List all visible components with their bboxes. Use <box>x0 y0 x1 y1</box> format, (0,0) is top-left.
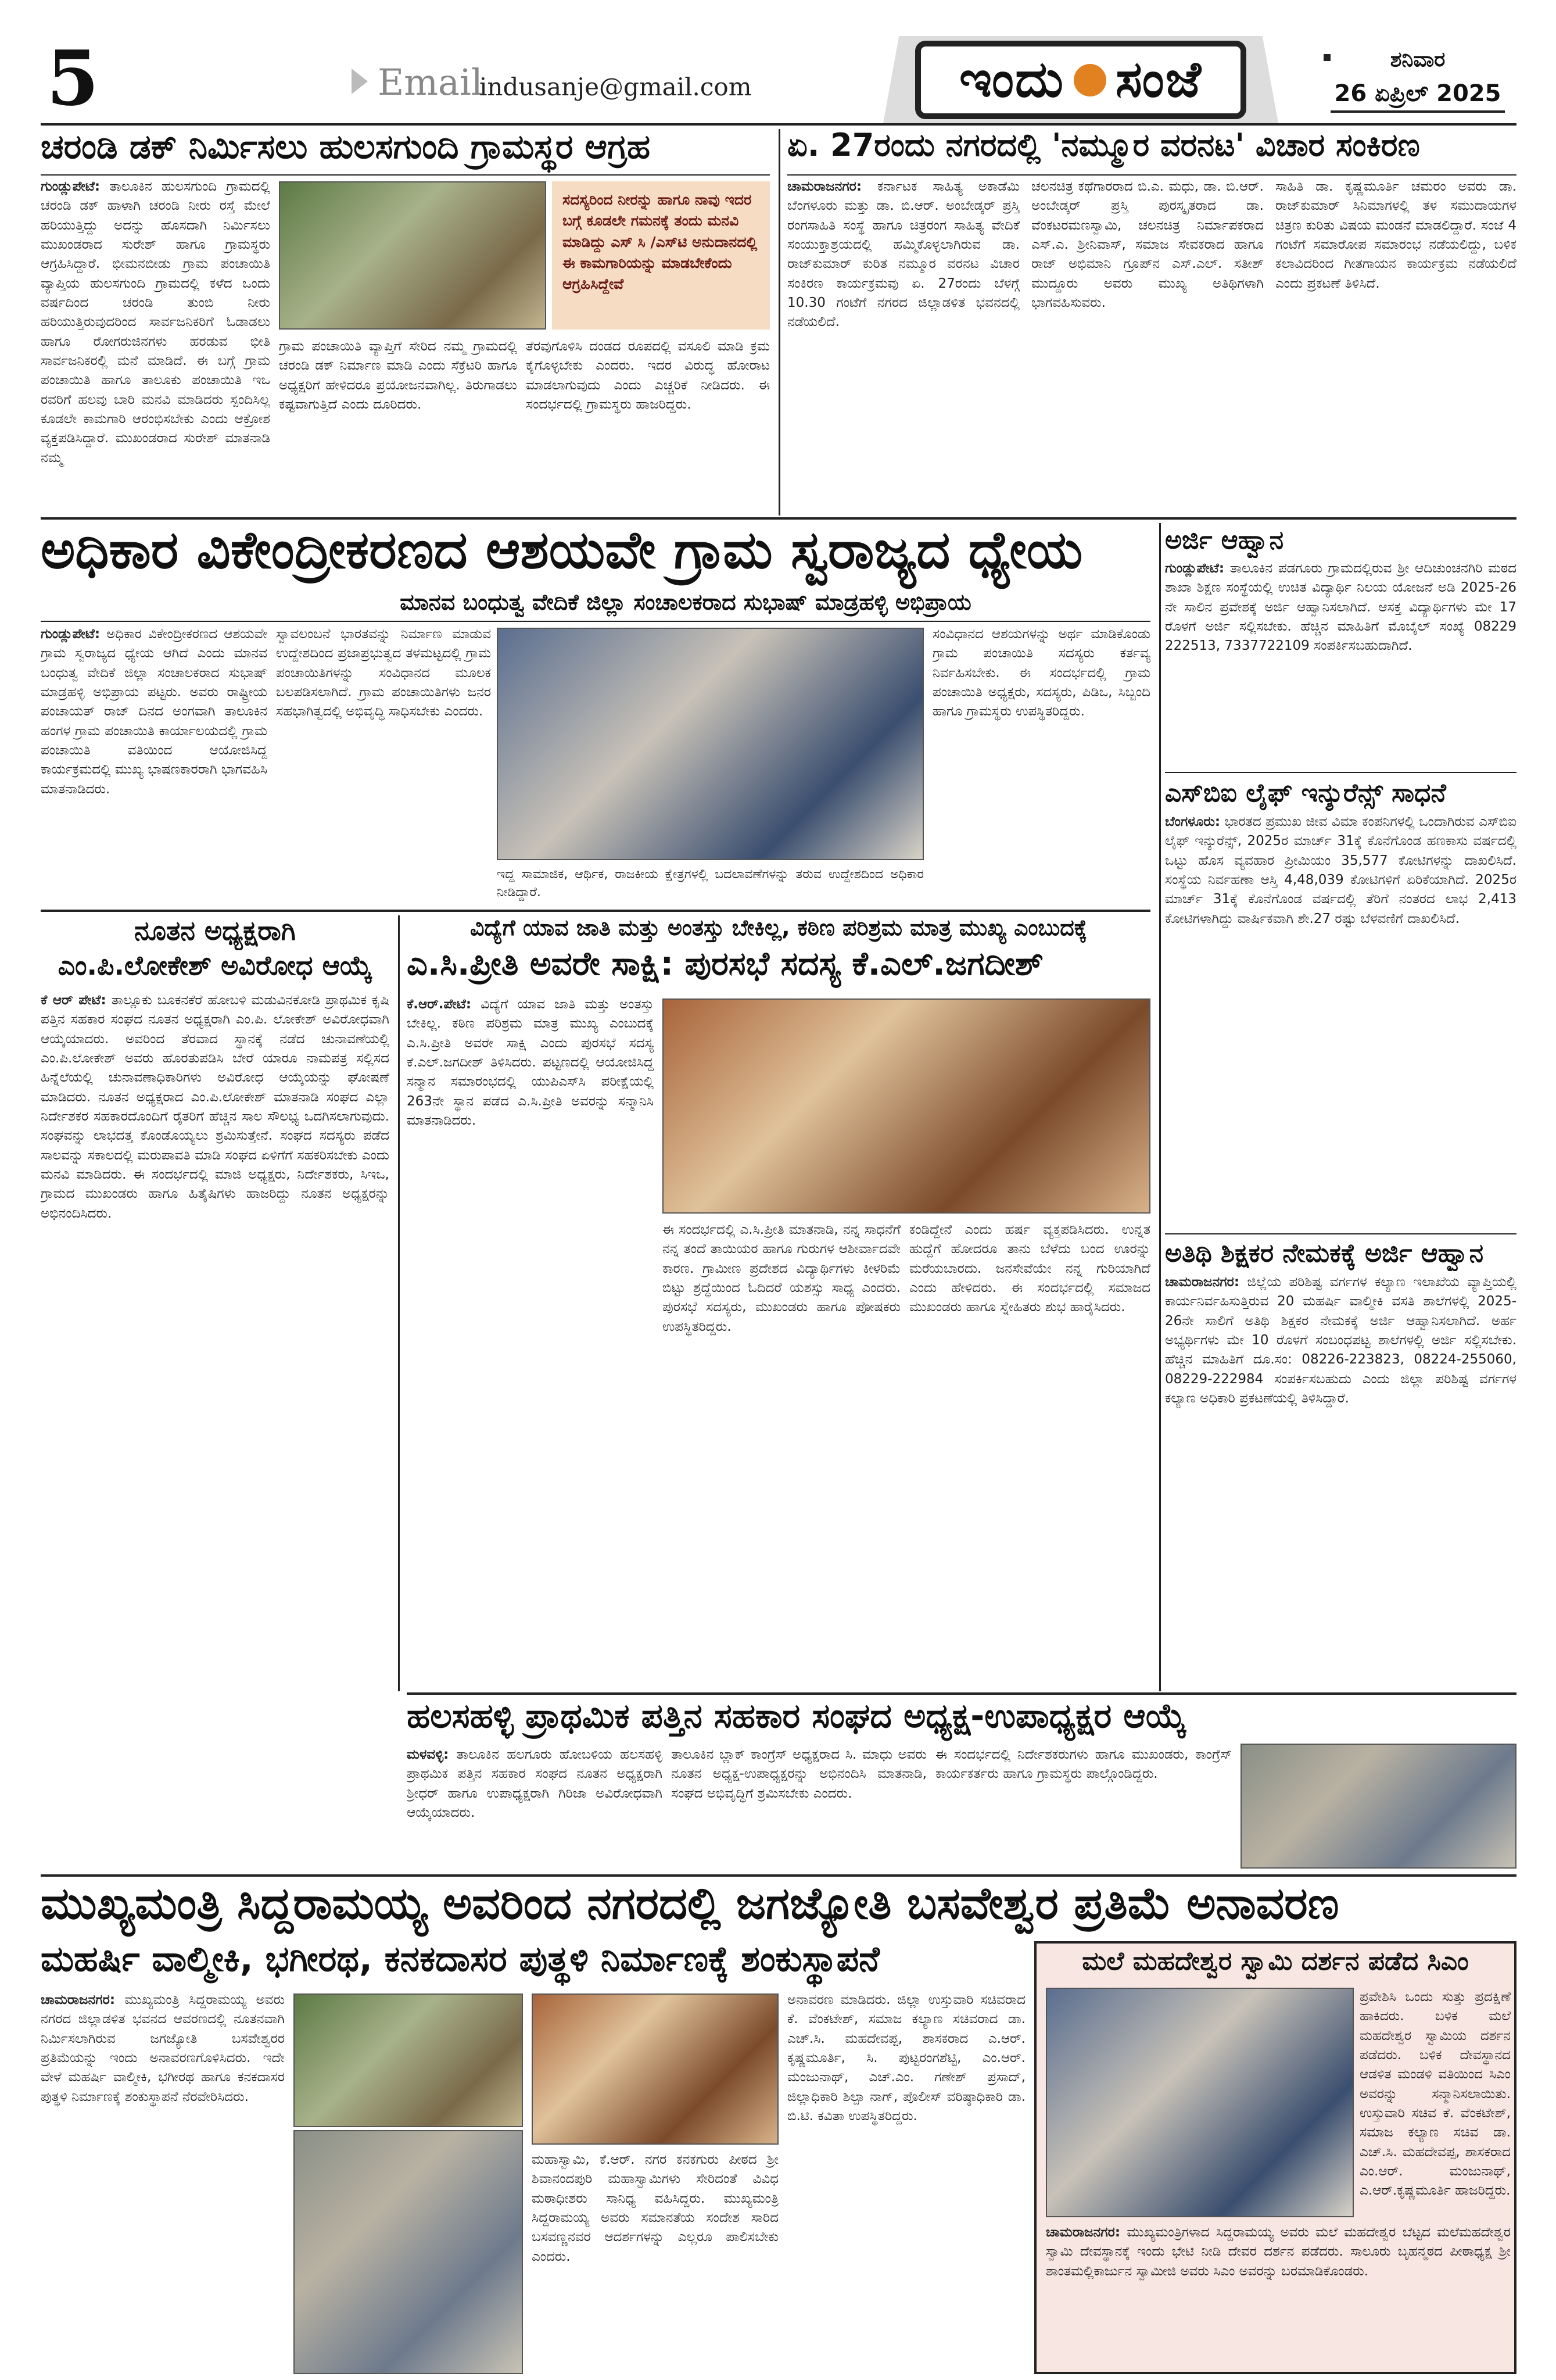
masthead-left: ಇಂದು <box>959 50 1064 109</box>
article-text: ತಾಲೂಕಿನ ಪಡಗೂರು ಗ್ರಾಮದಲ್ಲಿರುವ ಶ್ರೀ ಆದಿಚುಂಚನಗಿರಿ ಮಠದ ಶಾಖಾ ಶಿಕ್ಷಣ ಸಂಸ್ಥೆಯಲ್ಲಿ ಉಚಿತ ವಿದ್ಯಾರ್ಥಿ ನಿಲಯ ಯೋಜನೆ ಅಡಿ 2025-26 ನೇ ಸಾಲಿನ ಪ್ರವೇಶಕ್ಕೆ ಅರ್ಜಿ ಆಹ್ವಾನಿಸಲಾಗಿದೆ. ಆಸಕ್ತ ವಿದ್ಯಾರ್ಥಿಗಳು ಮೇ 17 ರೊಳಗೆ ಅರ್ಜಿ ಸಲ್ಲಿಸಬೇಕು. ಹೆಚ್ಚಿನ ಮಾಹಿತಿಗೆ ಮೊಬೈಲ್ ಸಂಖ್ಯೆ 08229 222513, 7337722109 ಸಂಪರ್ಕಿಸಬಹುದಾಗಿದೆ. <box>1165 561 1516 654</box>
headline-lokesh-2: ಎಂ.ಪಿ.ಲೋಕೇಶ್ ಅವಿರೋಧ ಆಯ್ಕೆ <box>58 950 372 981</box>
article-text: ತಾಲೂಕಿನ ಹಲಗೂರು ಹೋಬಳಿಯ ಹಲಸಹಳ್ಳಿ ಪ್ರಾಥಮಿಕ ಪತ್ತಿನ ಸಹಕಾರ ಸಂಘದ ನೂತನ ಅಧ್ಯಕ್ಷರಾಗಿ ಶ್ರೀಧರ್ ಹಾಗೂ ಉಪಾಧ್ಯಕ್ಷರಾಗಿ ಗಿರಿಜಾ ಅವಿರೋಧವಾಗಿ ಆಯ್ಕೆಯಾದರು. <box>407 1747 662 1821</box>
dateline: ಗುಂಡ್ಲುಪೇಟೆ: <box>1165 561 1225 576</box>
header-rule <box>41 123 1516 126</box>
article-text: ಕರ್ನಾಟಕ ಸಾಹಿತ್ಯ ಅಕಾಡೆಮಿ ಬೆಂಗಳೂರು ಮತ್ತು ಡಾ. ಬಿ.ಆರ್. ಅಂಬೇಡ್ಕರ್ ಪ್ರಸ್ತಿ ರಂಗಸಾಹಿತಿ ಸಂಸ್ಥೆ ಹಾಗೂ ಚಿತ್ರರಂಗ ಸಾಹಿತ್ಯ ವೇದಿಕೆ ಸಂಯುಕ್ತಾಶ್ರಯದಲ್ಲಿ ಹಮ್ಮಿಕೊಳ್ಳಲಾಗಿರುವ ಡಾ. ರಾಜ್‌ಕುಮಾರ್ ಕುರಿತ ನಮ್ಮೂರ ವರನಟ ವಿಚಾರ ಸಂಕಿರಣ ಕಾರ್ಯಕ್ರಮವು ಏ. 27ರಂದು ಬೆಳಗ್ಗೆ 10.30 ಗಂಟೆಗೆ ನಗರದ ಜಿಲ್ಲಾಡಳಿತ ಭವನದಲ್ಲಿ ನಡೆಯಲಿದೆ. <box>787 179 1020 330</box>
photo-caption-adhikara: ಇದ್ದ ಸಾಮಾಜಿಕ, ಆರ್ಥಿಕ, ರಾಜಕೀಯ ಕ್ಷೇತ್ರಗಳಲ್ಲಿ ಬದಲಾವಣೆಗಳನ್ನು ತರುವ ಉದ್ದೇಶದಿಂದ ಅಧಿಕಾರ ನೀಡಿದ್ದಾರೆ. <box>497 867 924 900</box>
page-number: 5 <box>46 34 99 123</box>
photo-foundation-ceremony <box>532 1994 779 2145</box>
article-mmhills-right: ಪ್ರವೇಶಿಸಿ ಒಂದು ಸುತ್ತು ಪ್ರದಕ್ಷಿಣೆ ಹಾಕಿದರು. ಬಳಿಕ ಮಲೆ ಮಹದೇಶ್ವರ ಸ್ವಾಮಿಯ ದರ್ಶನ ಪಡೆದರು. ಬಳಿಕ ದೇವಸ್ಥಾನದ ಆಡಳಿತ ಮಂಡಳಿ ವತಿಯಿಂದ ಸಿಎಂ ಅವರನ್ನು ಸನ್ಮಾನಿಸಲಾಯಿತು. ಉಸ್ತುವಾರಿ ಸಚಿವ ಕೆ. ವೆಂಕಟೇಶ್, ಸಮಾಜ ಕಲ್ಯಾಣ ಸಚಿವ ಡಾ. ಎಚ್.ಸಿ. ಮಹದೇವಪ್ಪ, ಶಾಸಕರಾದ ಎಂ.ಆರ್. ಮಂಜುನಾಥ್, ಎ.ಆರ್.ಕೃಷ್ಣಮೂರ್ತಿ ಹಾಜರಿದ್ದರು. <box>1360 1989 1511 2199</box>
headline-sbi: ಎಸ್‌ಬಿಐ ಲೈಫ್ ಇನ್ಶುರೆನ್ಸ್ ಸಾಧನೆ <box>1165 779 1446 808</box>
date-marker-icon <box>1324 54 1331 61</box>
headline-atithi: ಅತಿಥಿ ಶಿಕ್ಷಕರ ನೇಮಕಕ್ಕೆ ಅರ್ಜಿ ಆಹ್ವಾನ <box>1165 1239 1484 1268</box>
article-text: ತಾಲೂಕಿನ ಹುಲಸಗುಂದಿ ಗ್ರಾಮದಲ್ಲಿ ಚರಂಡಿ ಡಕ್ ಹಾಳಾಗಿ ಚರಂಡಿ ನೀರು ರಸ್ತೆ ಮೇಲೆ ಹರಿಯುತ್ತಿದ್ದು ಅದನ್ನು ಹೊಸದಾಗಿ ನಿರ್ಮಿಸಲು ಮುಖಂಡರಾದ ಸುರೇಶ್ ಹಾಗೂ ಗ್ರಾಮಸ್ಥರು ಆಗ್ರಹಿಸಿದ್ದಾರೆ. ಭೀಮನಬೀಡು ಗ್ರಾಮ ಪಂಚಾಯಿತಿ ವ್ಯಾಪ್ತಿಯ ಹುಲಸಗುಂದಿ ಗ್ರಾಮದಲ್ಲಿ ಕಳೆದ ಒಂದು ವರ್ಷದಿಂದ ಚರಂಡಿ ತುಂಬಿ ನೀರು ಹರಿಯುತ್ತಿರುವುದರಿಂದ ಸಾರ್ವಜನಿಕರಿಗೆ ಓಡಾಡಲು ಹಾಗೂ ರೋಗರುಜಿನಗಳು ಹರಡುವ ಭೀತಿ ಸಾರ್ವಜನಿಕರಲ್ಲಿ ಮನೆ ಮಾಡಿದೆ. ಈ ಬಗ್ಗೆ ಗ್ರಾಮ ಪಂಚಾಯಿತಿ ಹಾಗೂ ತಾಲೂಕು ಪಂಚಾಯಿತಿ ಇಒ ರವರಿಗೆ ಹಲವು ಬಾರಿ ಮನವಿ ಮಾಡಿದರು ಸ್ಪಂದಿಸಿಲ್ಲ ಕೂಡಲೇ ಕಾಮಗಾರಿ ಆರಂಭಿಸಬೇಕು ಎಂದು ಆಕ್ರೋಶ ವ್ಯಕ್ತಪಡಿಸಿದ್ದಾರೆ. ಮುಖಂಡರಾದ ಸುರೇಶ್ ಮಾತನಾಡಿ ನಮ್ಮ <box>41 179 270 466</box>
article-sbi <box>1165 813 1516 1228</box>
dateline: ಕೆ.ಆರ್.ಪೇಟೆ: <box>407 997 472 1012</box>
issue-date: 26 ಏಪ್ರಿಲ್ 2025 <box>1334 80 1501 107</box>
article-halasahalli-col3: ಈ ಸಂದರ್ಭದಲ್ಲಿ ನಿರ್ದೇಶಕರುಗಳು ಹಾಗೂ ಮುಖಂಡರು, ಕಾಂಗ್ರೆಸ್ ಕಾರ್ಯಕರ್ತರು ಹಾಗೂ ಗ್ರಾಮಸ್ಥರು ಪಾಲ್ಗೊಂಡಿದ್ದರು. <box>935 1747 1232 1782</box>
masthead-right: ಸಂಜೆ <box>1115 50 1202 109</box>
article-basaveshwara-col2: ಮಹಾಸ್ವಾಮಿ, ಕೆ.ಆರ್. ನಗರ ಕನಕಗುರು ಪೀಠದ ಶ್ರೀ ಶಿವಾನಂದಪುರಿ ಮಹಾಸ್ವಾಮಿಗಳು ಸೇರಿದಂತೆ ವಿವಿಧ ಮಠಾಧೀಶರು ಸಾನಿಧ್ಯ ವಹಿಸಿದ್ದರು. ಮುಖ್ಯಮಂತ್ರಿ ಸಿದ್ದರಾಮಯ್ಯ ಅವರು ಸಮಾನತೆಯ ಸಂದೇಶ ಸಾರಿದ ಬಸವಣ್ಣನವರ ಆದರ್ಶಗಳನ್ನು ಎಲ್ಲರೂ ಪಾಲಿಸಬೇಕು ಎಂದರು. <box>532 2152 779 2264</box>
photo-cooperative-society <box>1241 1744 1516 1869</box>
dateline: ಮಳವಳ್ಳಿ: <box>407 1747 449 1762</box>
pull-quote-charandi: ಸದಸ್ಯರಿಂದ ನೀರನ್ನು ಹಾಗೂ ನಾವು ಇದರ ಬಗ್ಗೆ ಕೂಡಲೇ ಗಮನಕ್ಕೆ ತಂದು ಮನವಿ ಮಾಡಿದ್ದು ಎಸ್ ಸಿ /ಎಸ್‌ಟಿ ಅನುದಾನದಲ್ಲಿ ಈ ಕಾಮಗಾರಿಯನ್ನು ಮಾಡಬೇಕೆಂದು ಆಗ್ರಹಿಸಿದ್ದೇವೆ <box>552 181 770 330</box>
dateline: ಗುಂಡ್ಲುಪೇಟೆ: <box>41 179 101 194</box>
article-varanata-col2: ಚಲನಚಿತ್ರ ಕಥೆಗಾರರಾದ ಬಿ.ಎ. ಮಧು, ಡಾ. ಬಿ.ಆರ್. ಅಂಬೇಡ್ಕರ್ ಪ್ರಸ್ತಿ ಪುರಸ್ಕೃತರಾದ ಡಾ. ವೆಂಕಟರಮಣಸ್ವಾಮಿ, ಚಲನಚಿತ್ರ ನಿರ್ಮಾಪಕರಾದ ಎಸ್.ಎ. ಶ್ರೀನಿವಾಸ್, ಸಮಾಜ ಸೇವಕರಾದ ಹಾಗೂ ರಾಜ್ ಅಭಿಮಾನಿ ಗ್ರೂಪ್‌ನ ಎಸ್.ಎಲ್. ಸತೀಶ್ ಮುದ್ದೂರು ಅವರು ಮುಖ್ಯ ಅತಿಥಿಗಳಾಗಿ ಭಾಗವಹಿಸುವರು. <box>1031 179 1264 311</box>
article-text: ಜಿಲ್ಲೆಯ ಪರಿಶಿಷ್ಟ ವರ್ಗಗಳ ಕಲ್ಯಾಣ ಇಲಾಖೆಯ ವ್ಯಾಪ್ತಿಯಲ್ಲಿ ಕಾರ್ಯನಿರ್ವಹಿಸುತ್ತಿರುವ 20 ಮಹರ್ಷಿ ವಾಲ್ಮೀಕಿ ವಸತಿ ಶಾಲೆಗಳಲ್ಲಿ 2025-26ನೇ ಸಾಲಿಗೆ ಅತಿಥಿ ಶಿಕ್ಷಕರ ನೇಮಕಕ್ಕೆ ಅರ್ಜಿ ಆಹ್ವಾನಿಸಲಾಗಿದೆ. ಅರ್ಹ ಅಭ್ಯರ್ಥಿಗಳು ಮೇ 10 ರೊಳಗೆ ಸಂಬಂಧಪಟ್ಟ ಶಾಲೆಗಳಲ್ಲಿ ಅರ್ಜಿ ಸಲ್ಲಿಸಬೇಕು. ಹೆಚ್ಚಿನ ಮಾಹಿತಿಗೆ ದೂ.ಸಂ: 08226-223823, 08224-255060, 08229-222984 ಸಂಪರ್ಕಿಸಬಹುದು ಎಂದು ಜಿಲ್ಲಾ ಪರಿಶಿಷ್ಟ ವರ್ಗಗಳ ಕಲ್ಯಾಣ ಅಧಿಕಾರಿ ಪ್ರಕಟಣೆಯಲ್ಲಿ ತಿಳಿಸಿದ್ದಾರೆ. <box>1165 1275 1516 1406</box>
article-adhikara-col2: ಸ್ವಾವಲಂಬನೆ ಭಾರತವನ್ನು ನಿರ್ಮಾಣ ಮಾಡುವ ಉದ್ದೇಶದಿಂದ ಪ್ರಜಾಪ್ರಭುತ್ವದ ತಳಮಟ್ಟದಲ್ಲಿ ಗ್ರಾಮ ಪಂಚಾಯಿತಿಗಳನ್ನು ಸಂವಿಧಾನದ ಮೂಲಕ ಬಲಪಡಿಸಲಾಗಿದೆ. ಗ್ರಾಮ ಪಂಚಾಯಿತಿಗಳು ಜನರ ಸಹಭಾಗಿತ್ವದಲ್ಲಿ ಅಭಿವೃದ್ಧಿ ಸಾಧಿಸಬೇಕು ಎಂದರು. <box>276 627 491 720</box>
headline-adhikara: ಅಧಿಕಾರ ವಿಕೇಂದ್ರೀಕರಣದ ಆಶಯವೇ ಗ್ರಾಮ ಸ್ವರಾಜ್ಯದ ಧ್ಯೇಯ <box>41 523 1083 581</box>
dateline: ಬೆಂಗಳೂರು: <box>1165 814 1221 829</box>
article-preethi-col3: ಕಂಡಿದ್ದೇನೆ ಎಂದು ಹರ್ಷ ವ್ಯಕ್ತಪಡಿಸಿದರು. ಉನ್ನತ ಹುದ್ದೆಗೆ ಹೋದರೂ ತಾನು ಬೆಳೆದು ಬಂದ ಊರನ್ನು ಮರೆಯಬಾರದು. ಜನಸೇವೆಯೇ ನನ್ನ ಗುರಿಯಾಗಿದೆ ಎಂದು ಹೇಳಿದರು. ಈ ಸಂದರ್ಭದಲ್ಲಿ ಸಮಾಜದ ಮುಖಂಡರು ಹಾಗೂ ಸ್ನೇಹಿತರು ಶುಭ ಹಾರೈಸಿದರು. <box>909 1222 1150 1315</box>
photo-drain-villagers <box>279 181 546 330</box>
dateline: ಚಾಮರಾಜನಗರ: <box>41 1992 116 2007</box>
article-charandi-col2: ಗ್ರಾಮ ಪಂಚಾಯಿತಿ ವ್ಯಾಪ್ತಿಗೆ ಸೇರಿದ ನಮ್ಮ ಗ್ರಾಮದಲ್ಲಿ ಚರಂಡಿ ಡಕ್ ನಿರ್ಮಾಣ ಮಾಡಿ ಎಂದು ಸೆಕ್ರೆಟರಿ ಹಾಗೂ ಅಧ್ಯಕ್ಷರಿಗೆ ಹೇಳಿದರೂ ಪ್ರಯೋಜನವಾಗಿಲ್ಲ. ತಿರುಗಾಡಲು ಕಷ್ಟವಾಗುತ್ತಿದೆ ಎಂದು ದೂರಿದರು. <box>279 339 517 413</box>
article-adhikara-col3: ಸಂವಿಧಾನದ ಆಶಯಗಳನ್ನು ಅರ್ಥ ಮಾಡಿಕೊಂಡು ಗ್ರಾಮ ಪಂಚಾಯಿತಿ ಸದಸ್ಯರು ಕರ್ತವ್ಯ ನಿರ್ವಹಿಸಬೇಕು. ಈ ಸಂದರ್ಭದಲ್ಲಿ ಗ್ರಾಮ ಪಂಚಾಯಿತಿ ಅಧ್ಯಕ್ಷರು, ಸದಸ್ಯರು, ಪಿಡಿಒ, ಸಿಬ್ಬಂದಿ ಹಾಗೂ ಗ್ರಾಮಸ್ಥರು ಉಪಸ್ಥಿತರಿದ್ದರು. <box>933 627 1150 720</box>
article-text: ಮುಖ್ಯಮಂತ್ರಿಗಳಾದ ಸಿದ್ದರಾಮಯ್ಯ ಅವರು ಮಲೆ ಮಹದೇಶ್ವರ ಬೆಟ್ಟದ ಮಲೆಮಹದೇಶ್ವರ ಸ್ವಾಮಿ ದೇವಸ್ಥಾನಕ್ಕೆ ಇಂದು ಭೇಟಿ ನೀಡಿ ದೇವರ ದರ್ಶನ ಪಡೆದರು. ಸಾಲೂರು ಬೃಹನ್ಮಠದ ಪೀಠಾಧ್ಯಕ್ಷ ಶ್ರೀ ಶಾಂತಮಲ್ಲಿಕಾರ್ಜುನ ಸ್ವಾಮೀಜಿ ಅವರು ಸಿಎಂ ಅವರನ್ನು ಬರಮಾಡಿಕೊಂಡರು. <box>1046 2225 1511 2279</box>
headline-varanata: ಏ. 27ರಂದು ನಗರದಲ್ಲಿ 'ನಮ್ಮೂರ ವರನಟ' ವಿಚಾರ ಸಂಕಿರಣ <box>787 129 1420 163</box>
article-preethi-col1 <box>407 995 654 1690</box>
headline-lokesh-1: ನೂತನ ಅಧ್ಯಕ್ಷರಾಗಿ <box>134 915 296 946</box>
photo-felicitation-preethi <box>662 998 1150 1214</box>
article-charandi-col3: ತೆರವುಗೊಳಿಸಿ ದಂಡದ ರೂಪದಲ್ಲಿ ವಸೂಲಿ ಮಾಡಿ ಕ್ರಮ ಕೈಗೊಳ್ಳಬೇಕು ಎಂದರು. ಇದರ ವಿರುದ್ಧ ಹೋರಾಟ ಮಾಡಲಾಗುವುದು ಎಂದು ಎಚ್ಚರಿಕೆ ನೀಡಿದರು. ಈ ಸಂದರ್ಭದಲ್ಲಿ ಗ್ರಾಮಸ್ಥರು ಹಾಜರಿದ್ದರು. <box>526 339 770 413</box>
article-text: ಮುಖ್ಯಮಂತ್ರಿ ಸಿದ್ದರಾಮಯ್ಯ ಅವರು ನಗರದ ಜಿಲ್ಲಾಡಳಿತ ಭವನದ ಆವರಣದಲ್ಲಿ ನೂತನವಾಗಿ ನಿರ್ಮಿಸಲಾಗಿರುವ ಜಗಜ್ಯೋತಿ ಬಸವೇಶ್ವರರ ಪ್ರತಿಮೆಯನ್ನು ಇಂದು ಅನಾವರಣಗೊಳಿಸಿದರು. ಇದೇ ವೇಳೆ ಮಹರ್ಷಿ ವಾಲ್ಮೀಕಿ, ಭಗೀರಥ ಹಾಗೂ ಕನಕದಾಸರ ಪುತ್ಥಳಿ ನಿರ್ಮಾಣಕ್ಕೆ ಶಂಕುಸ್ಥಾಪನೆ ನೆರವೇರಿಸಿದರು. <box>41 1992 285 2105</box>
headline-charandi: ಚರಂಡಿ ಡಕ್ ನಿರ್ಮಿಸಲು ಹುಲಸಗುಂದಿ ಗ್ರಾಮಸ್ಥರ ಆಗ್ರಹ <box>41 129 651 166</box>
issue-day: ಶನಿವಾರ <box>1390 48 1446 71</box>
article-varanata-col3: ಸಾಹಿತಿ ಡಾ. ಕೃಷ್ಣಮೂರ್ತಿ ಚಮರಂ ಅವರು ಡಾ. ರಾಜ್‌ಕುಮಾರ್ ಸಿನಿಮಾಗಳಲ್ಲಿ ತಳ ಸಮುದಾಯಗಳ ಚಿತ್ರಣ ಕುರಿತು ವಿಷಯ ಮಂಡನೆ ಮಾಡಲಿದ್ದಾರೆ. ಸಂಜೆ 4 ಗಂಟೆಗೆ ಸಮಾರೋಪ ಸಮಾರಂಭ ನಡೆಯಲಿದ್ದು, ಬಳಿಕ ಕಲಾವಿದರಿಂದ ಗೀತಗಾಯನ ಕಾರ್ಯಕ್ರಮ ನಡೆಯಲಿದೆ ಎಂದು ಪ್ರಕಟಣೆ ತಿಳಿಸಿದೆ. <box>1275 179 1516 291</box>
article-arji <box>1165 559 1516 768</box>
article-halasahalli-col1 <box>407 1745 662 1870</box>
dateline: ಗುಂಡ್ಲುಪೇಟೆ: <box>41 627 101 642</box>
sun-logo-icon <box>1074 64 1106 96</box>
email-address[interactable]: indusanje@gmail.com <box>479 73 752 101</box>
article-basaveshwara-col3: ಅನಾವರಣ ಮಾಡಿದರು. ಜಿಲ್ಲಾ ಉಸ್ತುವಾರಿ ಸಚಿವರಾದ ಕೆ. ವೆಂಕಟೇಶ್, ಸಮಾಜ ಕಲ್ಯಾಣ ಸಚಿವರಾದ ಡಾ. ಎಚ್.ಸಿ. ಮಹದೇವಪ್ಪ, ಶಾಸಕರಾದ ಎ.ಆರ್. ಕೃಷ್ಣಮೂರ್ತಿ, ಸಿ. ಪುಟ್ಟರಂಗಶೆಟ್ಟಿ, ಎಂ.ಆರ್. ಮಂಜುನಾಥ್, ಎಚ್.ಎಂ. ಗಣೇಶ್ ಪ್ರಸಾದ್, ಜಿಲ್ಲಾಧಿಕಾರಿ ಶಿಲ್ಪಾ ನಾಗ್, ಪೊಲೀಸ್ ವರಿಷ್ಠಾಧಿಕಾರಿ ಡಾ. ಬಿ.ಟಿ. ಕವಿತಾ ಉಪಸ್ಥಿತರಿದ್ದರು. <box>787 1992 1026 2124</box>
headline-preethi-2: ಎ.ಸಿ.ಪ್ರೀತಿ ಅವರೇ ಸಾಕ್ಷಿ: ಪುರಸಭೆ ಸದಸ್ಯ ಕೆ.ಎಲ್.ಜಗದೀಶ್ <box>407 947 1044 983</box>
email-arrow-icon <box>352 69 368 94</box>
article-basaveshwara-col1 <box>41 1991 285 2374</box>
dateline: ಚಾಮರಾಜನಗರ: <box>1165 1275 1240 1290</box>
article-adhikara-col1 <box>41 625 267 907</box>
dateline: ಚಾಮರಾಜನಗರ: <box>787 179 862 194</box>
photo-cm-temple-visit <box>1046 1988 1354 2217</box>
headline-preethi-1: ವಿದ್ಯೆಗೆ ಯಾವ ಜಾತಿ ಮತ್ತು ಅಂತಸ್ತು ಬೇಕಿಲ್ಲ, ಕಠಿಣ ಪರಿಶ್ರಮ ಮಾತ್ರ ಮುಖ್ಯ ಎಂಬುದಕ್ಕೆ <box>469 915 1087 940</box>
article-lokesh <box>41 991 389 1688</box>
article-varanata-col1 <box>787 177 1020 514</box>
article-halasahalli-col2: ತಾಲೂಕಿನ ಬ್ಲಾಕ್ ಕಾಂಗ್ರೆಸ್ ಅಧ್ಯಕ್ಷರಾದ ಸಿ. ಮಾಧು ಅವರು ನೂತನ ಅಧ್ಯಕ್ಷ-ಉಪಾಧ್ಯಕ್ಷರನ್ನು ಅಭಿನಂದಿಸಿ ಮಾತನಾಡಿ, ಸಂಘದ ಅಭಿವೃದ್ಧಿಗೆ ಶ್ರಮಿಸಬೇಕು ಎಂದರು. <box>671 1747 927 1801</box>
photo-cm-garland <box>293 2130 523 2374</box>
subhead-adhikara: ಮಾನವ ಬಂಧುತ್ವ ವೇದಿಕೆ ಜಿಲ್ಲಾ ಸಂಚಾಲಕರಾದ ಸುಭಾಷ್ ಮಾಡ್ರಹಳ್ಳಿ ಅಭಿಪ್ರಾಯ <box>400 590 971 615</box>
headline-mmhills: ಮಲೆ ಮಹದೇಶ್ವರ ಸ್ವಾಮಿ ದರ್ಶನ ಪಡೆದ ಸಿಎಂ <box>1082 1947 1469 1976</box>
headline-arji: ಅರ್ಜಿ ಆಹ್ವಾನ <box>1165 526 1284 555</box>
subhead-basaveshwara: ಮಹರ್ಷಿ ವಾಲ್ಮೀಕಿ, ಭಗೀರಥ, ಕನಕದಾಸರ ಪುತ್ಥಳಿ ನಿರ್ಮಾಣಕ್ಕೆ ಶಂಕುಸ್ಥಾಪನೆ <box>41 1941 880 1980</box>
photo-basaveshwara-statue <box>293 1994 523 2127</box>
article-text: ಭಾರತದ ಪ್ರಮುಖ ಜೀವ ವಿಮಾ ಕಂಪನಿಗಳಲ್ಲಿ ಒಂದಾಗಿರುವ ಎಸ್‌ಬಿಐ ಲೈಫ್ ಇನ್ಶುರೆನ್ಸ್, 2025ರ ಮಾರ್ಚ್ 31ಕ್ಕೆ ಕೊನೆಗೊಂಡ ಹಣಕಾಸು ವರ್ಷದಲ್ಲಿ ಒಟ್ಟು ಹೊಸ ವ್ಯವಹಾರ ಪ್ರೀಮಿಯಂ 35,577 ಕೋಟಿಗಳನ್ನು ದಾಖಲಿಸಿದೆ. ಸಂಸ್ಥೆಯ ನಿರ್ವಹಣಾ ಆಸ್ತಿ 4,48,039 ಕೋಟಿಗಳಿಗೆ ಏರಿಕೆಯಾಗಿದೆ. 2025ರ ಮಾರ್ಚ್ 31ಕ್ಕೆ ಕೊನೆಗೊಂಡ ವರ್ಷದಲ್ಲಿ ತೆರಿಗೆ ನಂತರದ ಲಾಭ 2,413 ಕೋಟಿಗಳಾಗಿದ್ದು ವಾರ್ಷಿಕವಾಗಿ ಶೇ.27 ರಷ್ಟು ಬೆಳವಣಿಗೆ ದಾಖಲಿಸಿದೆ. <box>1165 814 1516 926</box>
dateline: ಚಾಮರಾಜನಗರ: <box>1046 2225 1121 2240</box>
email-label: Email <box>378 61 483 103</box>
article-text: ವಿದ್ಯೆಗೆ ಯಾವ ಜಾತಿ ಮತ್ತು ಅಂತಸ್ತು ಬೇಕಿಲ್ಲ. ಕಠಿಣ ಪರಿಶ್ರಮ ಮಾತ್ರ ಮುಖ್ಯ ಎಂಬುದಕ್ಕೆ ಎ.ಸಿ.ಪ್ರೀತಿ ಅವರೇ ಸಾಕ್ಷಿ ಎಂದು ಪುರಸಭೆ ಸದಸ್ಯ ಕೆ.ಎಲ್.ಜಗದೀಶ್ ತಿಳಿಸಿದರು. ಪಟ್ಟಣದಲ್ಲಿ ಆಯೋಜಿಸಿದ್ದ ಸನ್ಮಾನ ಸಮಾರಂಭದಲ್ಲಿ ಯುಪಿಎಸ್‌ಸಿ ಪರೀಕ್ಷೆಯಲ್ಲಿ 263ನೇ ಸ್ಥಾನ ಪಡೆದ ಎ.ಸಿ.ಪ್ರೀತಿ ಅವರನ್ನು ಸನ್ಮಾನಿಸಿ ಮಾತನಾಡಿದರು. <box>407 997 654 1129</box>
article-preethi-col2: ಈ ಸಂದರ್ಭದಲ್ಲಿ ಎ.ಸಿ.ಪ್ರೀತಿ ಮಾತನಾಡಿ, ನನ್ನ ಸಾಧನೆಗೆ ನನ್ನ ತಂದೆ ತಾಯಿಯರ ಹಾಗೂ ಗುರುಗಳ ಆಶೀರ್ವಾದವೇ ಕಾರಣ. ಗ್ರಾಮೀಣ ಪ್ರದೇಶದ ವಿದ್ಯಾರ್ಥಿಗಳು ಕೀಳರಿಮೆ ಬಿಟ್ಟು ಶ್ರದ್ಧೆಯಿಂದ ಓದಿದರೆ ಯಶಸ್ಸು ಸಾಧ್ಯ ಎಂದರು. ಪುರಸಭೆ ಸದಸ್ಯರು, ಮುಖಂಡರು ಹಾಗೂ ಪೋಷಕರು ಉಪಸ್ಥಿತರಿದ್ದರು. <box>662 1222 901 1334</box>
headline-halasahalli: ಹಲಸಹಳ್ಳಿ ಪ್ರಾಥಮಿಕ ಪತ್ತಿನ ಸಹಕಾರ ಸಂಘದ ಅಧ್ಯಕ್ಷ-ಉಪಾಧ್ಯಕ್ಷರ ಆಯ್ಕೆ <box>407 1698 1186 1735</box>
article-atithi <box>1165 1273 1516 1691</box>
photo-panchayat-meeting <box>497 628 924 860</box>
article-text: ಅಧಿಕಾರ ವಿಕೇಂದ್ರೀಕರಣದ ಆಶಯವೇ ಗ್ರಾಮ ಸ್ವರಾಜ್ಯದ ಧ್ಯೇಯ ಆಗಿದೆ ಎಂದು ಮಾನವ ಬಂಧುತ್ವ ವೇದಿಕೆ ಜಿಲ್ಲಾ ಸಂಚಾಲಕರಾದ ಸುಭಾಷ್ ಮಾಡ್ರಹಳ್ಳಿ ಅಭಿಪ್ರಾಯ ಪಟ್ಟರು. ಅವರು ರಾಷ್ಟ್ರೀಯ ಪಂಚಾಯತ್ ರಾಜ್ ದಿನದ ಅಂಗವಾಗಿ ತಾಲೂಕಿನ ಹಂಗಳ ಗ್ರಾಮ ಪಂಚಾಯಿತಿ ಕಾರ್ಯಾಲಯದಲ್ಲಿ ಗ್ರಾಮ ಪಂಚಾಯಿತಿ ವತಿಯಿಂದ ಆಯೋಜಿಸಿದ್ದ ಕಾರ್ಯಕ್ರಮದಲ್ಲಿ ಮುಖ್ಯ ಭಾಷಣಕಾರರಾಗಿ ಭಾಗವಹಿಸಿ ಮಾತನಾಡಿದರು. <box>41 627 267 797</box>
article-charandi-col1 <box>41 177 270 514</box>
headline-basaveshwara: ಮುಖ್ಯಮಂತ್ರಿ ಸಿದ್ದರಾಮಯ್ಯ ಅವರಿಂದ ನಗರದಲ್ಲಿ ಜಗಜ್ಯೋತಿ ಬಸವೇಶ್ವರ ಪ್ರತಿಮೆ ಅನಾವರಣ <box>41 1880 1339 1929</box>
article-mmhills-bottom <box>1046 2223 1511 2368</box>
article-text: ತಾಲ್ಲೂಕು ಬೂಕನಕೆರೆ ಹೋಬಳಿ ಮಡುವಿನಕೋಡಿ ಪ್ರಾಥಮಿಕ ಕೃಷಿ ಪತ್ತಿನ ಸಹಕಾರ ಸಂಘದ ನೂತನ ಅಧ್ಯಕ್ಷರಾಗಿ ಎಂ.ಪಿ. ಲೋಕೇಶ್ ಅವಿರೋಧವಾಗಿ ಆಯ್ಕೆಯಾದರು. ಅವರಿಂದ ತೆರವಾದ ಸ್ಥಾನಕ್ಕೆ ನಡೆದ ಚುನಾವಣೆಯಲ್ಲಿ ಎಂ.ಪಿ.ಲೋಕೇಶ್ ಅವರು ಹೊರತುಪಡಿಸಿ ಬೇರೆ ಯಾರೂ ನಾಮಪತ್ರ ಸಲ್ಲಿಸದ ಹಿನ್ನೆಲೆಯಲ್ಲಿ ಚುನಾವಣಾಧಿಕಾರಿಗಳು ಅವಿರೋಧ ಆಯ್ಕೆಯನ್ನು ಘೋಷಣೆ ಮಾಡಿದರು. ನೂತನ ಅಧ್ಯಕ್ಷರಾದ ಎಂ.ಪಿ.ಲೋಕೇಶ್ ಮಾತನಾಡಿ ಸಂಘದ ಎಲ್ಲಾ ನಿರ್ದೇಶಕರ ಸಹಕಾರದೊಂದಿಗೆ ರೈತರಿಗೆ ಹೆಚ್ಚಿನ ಸಾಲ ಸೌಲಭ್ಯ ಒದಗಿಸಲಾಗುವುದು. ಸಂಘವನ್ನು ಲಾಭದತ್ತ ಕೊಂಡೊಯ್ಯಲು ಶ್ರಮಿಸುತ್ತೇನೆ. ಸಂಘದ ಸದಸ್ಯರು ಪಡೆದ ಸಾಲವನ್ನು ಸಕಾಲದಲ್ಲಿ ಮರುಪಾವತಿ ಮಾಡಿ ಸಂಘದ ಏಳಿಗೆಗೆ ಸಹಕರಿಸಬೇಕು ಎಂದು ಮನವಿ ಮಾಡಿದರು. ಈ ಸಂದರ್ಭದಲ್ಲಿ ಮಾಜಿ ಅಧ್ಯಕ್ಷರು, ನಿರ್ದೇಶಕರು, ಸಿಇಒ, ಗ್ರಾಮದ ಮುಖಂಡರು ಹಾಗೂ ಹಿತೈಷಿಗಳು ಹಾಜರಿದ್ದು ನೂತನ ಅಧ್ಯಕ್ಷರನ್ನು ಅಭಿನಂದಿಸಿದರು. <box>41 993 389 1221</box>
dateline: ಕೆ ಆರ್ ಪೇಟೆ: <box>41 993 106 1008</box>
masthead-logo <box>915 41 1246 119</box>
